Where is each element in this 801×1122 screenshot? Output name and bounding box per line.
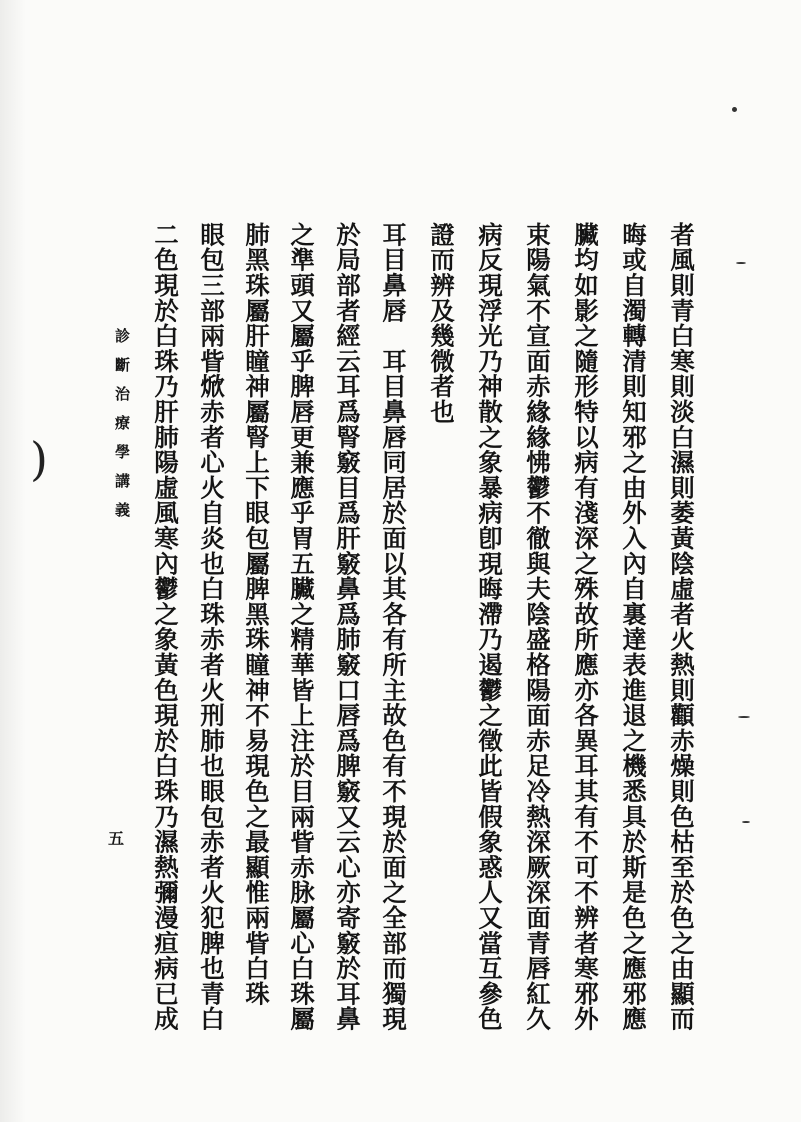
text-column-11: 眼包三部兩眥焮赤者心火自炎也白珠赤者火刑肺也眼包赤者火犯脾也青白 xyxy=(196,222,225,1032)
text-column-5: 病反現浮光乃神散之象暴病卽現晦滯乃遏鬱之徵此皆假象惑人又當互參色 xyxy=(474,222,503,1032)
margin-bracket-mark: ) xyxy=(30,432,48,486)
text-column-2: 晦或自濁轉清則知邪之由外入內自裏達表進退之機悉具於斯是色之應邪應 xyxy=(618,222,647,1032)
running-header: 診斷治療學講義 xyxy=(113,328,131,531)
scan-speck xyxy=(736,262,746,264)
page-number: 五 xyxy=(108,829,125,848)
scan-speck xyxy=(742,821,750,823)
text-column-7: 耳目鼻唇 耳目鼻唇同居於面以其各有所主故色有不現於面之全部而獨現 xyxy=(378,222,407,1032)
text-column-4: 束陽氣不宣面赤緣緣怫鬱不徹與夫陰盛格陽面赤足冷熱深厥深面青唇紅久 xyxy=(522,222,551,1032)
scan-speck xyxy=(738,716,750,718)
text-column-1: 者風則青白寒則淡白濕則萎黃陰虛者火熱則顴赤燥則色枯至於色之由顯而 xyxy=(666,222,695,1032)
text-column-9: 之準頭又屬乎脾唇更兼應乎胃五臟之精華皆上注於目兩眥赤脉屬心白珠屬 xyxy=(286,222,315,1032)
scan-shadow xyxy=(0,0,26,1122)
text-column-8: 於局部者經云耳爲腎竅目爲肝竅鼻爲肺竅口唇爲脾竅又云心亦寄竅於耳鼻 xyxy=(332,222,361,1032)
text-column-12: 二色現於白珠乃肝肺陽虛風寒內鬱之象黃色現於白珠乃濕熱彌漫疸病已成 xyxy=(150,222,179,1032)
text-column-3: 臟均如影之隨形特以病有淺深之殊故所應亦各異耳其有不可不辨者寒邪外 xyxy=(570,222,599,1032)
text-column-10: 肺黑珠屬肝瞳神屬腎上下眼包屬脾黑珠瞳神不易現色之最顯惟兩眥白珠 xyxy=(241,222,270,1007)
scan-speck xyxy=(732,107,737,112)
text-column-6: 證而辨及幾微者也 xyxy=(426,222,455,425)
